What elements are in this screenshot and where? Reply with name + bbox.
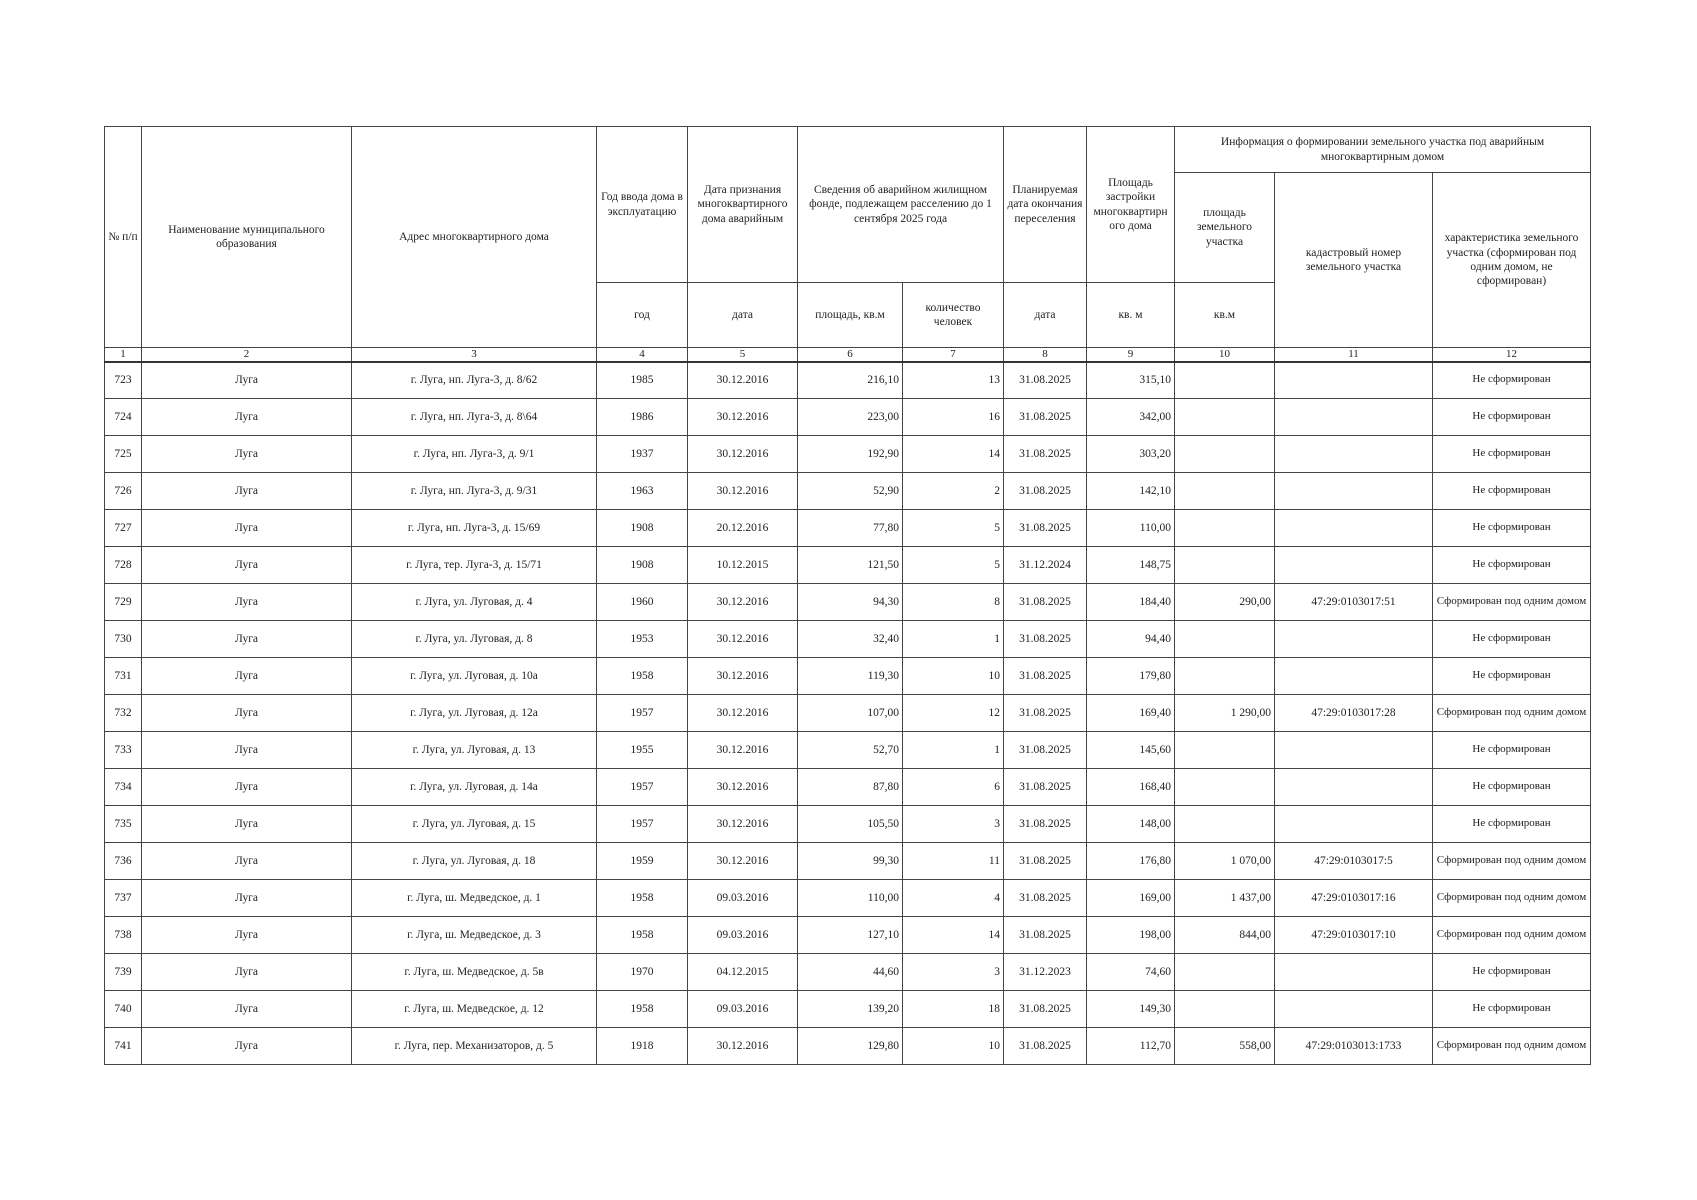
recognition-date-cell: 09.03.2016 (688, 917, 798, 954)
header-cadastral: кадастровый номер земельного участка (1275, 173, 1433, 348)
cadastral-cell (1275, 547, 1433, 584)
build-area-cell: 148,00 (1087, 806, 1175, 843)
address-cell: г. Луга, ул. Луговая, д. 15 (352, 806, 597, 843)
recognition-date-cell: 30.12.2016 (688, 695, 798, 732)
cadastral-cell (1275, 658, 1433, 695)
row-number: 738 (105, 917, 142, 954)
area-cell: 94,30 (798, 584, 903, 621)
land-area-cell: 844,00 (1175, 917, 1275, 954)
build-area-cell: 198,00 (1087, 917, 1175, 954)
address-cell: г. Луга, ул. Луговая, д. 14а (352, 769, 597, 806)
build-area-cell: 303,20 (1087, 436, 1175, 473)
planned-date-cell: 31.08.2025 (1004, 436, 1087, 473)
land-char-cell: Не сформирован (1433, 658, 1591, 695)
land-char-cell: Не сформирован (1433, 510, 1591, 547)
table-row (105, 843, 1591, 880)
unit-people: количество человек (903, 283, 1004, 348)
address-cell: г. Луга, ул. Луговая, д. 4 (352, 584, 597, 621)
land-area-cell: 1 070,00 (1175, 843, 1275, 880)
land-area-cell (1175, 732, 1275, 769)
land-char-cell: Не сформирован (1433, 436, 1591, 473)
header-planned-date: Планируемая дата окончания переселения (1004, 127, 1087, 283)
header-municipality: Наименование муниципального образования (142, 127, 352, 348)
land-area-cell (1175, 954, 1275, 991)
build-area-cell: 184,40 (1087, 584, 1175, 621)
people-cell: 16 (903, 399, 1004, 436)
row-number: 730 (105, 621, 142, 658)
municipality-cell: Луга (142, 584, 352, 621)
planned-date-cell: 31.08.2025 (1004, 732, 1087, 769)
people-cell: 1 (903, 732, 1004, 769)
land-area-cell (1175, 473, 1275, 510)
land-char-cell: Не сформирован (1433, 362, 1591, 399)
planned-date-cell: 31.08.2025 (1004, 399, 1087, 436)
municipality-cell: Луга (142, 732, 352, 769)
planned-date-cell: 31.08.2025 (1004, 843, 1087, 880)
column-number-row (105, 348, 1591, 362)
column-number: 7 (903, 348, 1004, 362)
land-char-cell: Не сформирован (1433, 399, 1591, 436)
area-cell: 52,70 (798, 732, 903, 769)
header-land-area: площадь земельного участка (1175, 173, 1275, 283)
recognition-date-cell: 30.12.2016 (688, 769, 798, 806)
planned-date-cell: 31.08.2025 (1004, 473, 1087, 510)
land-area-cell (1175, 362, 1275, 399)
year-cell: 1957 (597, 769, 688, 806)
column-number: 1 (105, 348, 142, 362)
address-cell: г. Луга, нп. Луга-3, д. 8/62 (352, 362, 597, 399)
build-area-cell: 94,40 (1087, 621, 1175, 658)
column-number: 5 (688, 348, 798, 362)
column-number: 10 (1175, 348, 1275, 362)
cadastral-cell (1275, 769, 1433, 806)
header-year: Год ввода дома в эксплуатацию (597, 127, 688, 283)
address-cell: г. Луга, ул. Луговая, д. 10а (352, 658, 597, 695)
recognition-date-cell: 10.12.2015 (688, 547, 798, 584)
address-cell: г. Луга, нп. Луга-3, д. 9/1 (352, 436, 597, 473)
planned-date-cell: 31.08.2025 (1004, 658, 1087, 695)
area-cell: 119,30 (798, 658, 903, 695)
cadastral-cell (1275, 732, 1433, 769)
planned-date-cell: 31.08.2025 (1004, 584, 1087, 621)
table-row (105, 547, 1591, 584)
table-row (105, 695, 1591, 732)
year-cell: 1957 (597, 695, 688, 732)
address-cell: г. Луга, ш. Медведское, д. 3 (352, 917, 597, 954)
municipality-cell: Луга (142, 880, 352, 917)
address-cell: г. Луга, нп. Луга-3, д. 15/69 (352, 510, 597, 547)
recognition-date-cell: 09.03.2016 (688, 880, 798, 917)
people-cell: 14 (903, 917, 1004, 954)
people-cell: 6 (903, 769, 1004, 806)
year-cell: 1908 (597, 547, 688, 584)
year-cell: 1918 (597, 1028, 688, 1065)
row-number: 729 (105, 584, 142, 621)
recognition-date-cell: 30.12.2016 (688, 362, 798, 399)
row-number: 736 (105, 843, 142, 880)
column-number: 12 (1433, 348, 1591, 362)
people-cell: 10 (903, 1028, 1004, 1065)
column-number: 8 (1004, 348, 1087, 362)
table-row (105, 621, 1591, 658)
header-fund: Сведения об аварийном жилищном фонде, подлежащем расселению до 1 сентября 2025 года (798, 127, 1004, 283)
area-cell: 110,00 (798, 880, 903, 917)
planned-date-cell: 31.08.2025 (1004, 695, 1087, 732)
header-land-char: характеристика земельного участка (сформирован под одним домом, не сформирован) (1433, 173, 1591, 348)
address-cell: г. Луга, пер. Механизаторов, д. 5 (352, 1028, 597, 1065)
municipality-cell: Луга (142, 843, 352, 880)
area-cell: 44,60 (798, 954, 903, 991)
column-number: 9 (1087, 348, 1175, 362)
land-area-cell (1175, 621, 1275, 658)
municipality-cell: Луга (142, 436, 352, 473)
year-cell: 1908 (597, 510, 688, 547)
table-row (105, 473, 1591, 510)
build-area-cell: 148,75 (1087, 547, 1175, 584)
planned-date-cell: 31.08.2025 (1004, 769, 1087, 806)
row-number: 735 (105, 806, 142, 843)
cadastral-cell: 47:29:0103017:51 (1275, 584, 1433, 621)
land-char-cell: Сформирован под одним домом (1433, 1028, 1591, 1065)
recognition-date-cell: 30.12.2016 (688, 621, 798, 658)
unit-date: дата (688, 283, 798, 348)
table-row (105, 732, 1591, 769)
address-cell: г. Луга, ш. Медведское, д. 5в (352, 954, 597, 991)
land-area-cell: 1 290,00 (1175, 695, 1275, 732)
build-area-cell: 145,60 (1087, 732, 1175, 769)
year-cell: 1958 (597, 917, 688, 954)
land-area-cell: 1 437,00 (1175, 880, 1275, 917)
municipality-cell: Луга (142, 547, 352, 584)
land-char-cell: Сформирован под одним домом (1433, 917, 1591, 954)
row-number: 737 (105, 880, 142, 917)
land-char-cell: Не сформирован (1433, 732, 1591, 769)
recognition-date-cell: 30.12.2016 (688, 732, 798, 769)
planned-date-cell: 31.08.2025 (1004, 991, 1087, 1028)
recognition-date-cell: 04.12.2015 (688, 954, 798, 991)
address-cell: г. Луга, ул. Луговая, д. 12а (352, 695, 597, 732)
year-cell: 1960 (597, 584, 688, 621)
land-area-cell (1175, 658, 1275, 695)
people-cell: 13 (903, 362, 1004, 399)
land-char-cell: Не сформирован (1433, 621, 1591, 658)
build-area-cell: 179,80 (1087, 658, 1175, 695)
land-area-cell: 558,00 (1175, 1028, 1275, 1065)
area-cell: 107,00 (798, 695, 903, 732)
land-area-cell (1175, 510, 1275, 547)
year-cell: 1955 (597, 732, 688, 769)
municipality-cell: Луга (142, 473, 352, 510)
table-row (105, 584, 1591, 621)
area-cell: 127,10 (798, 917, 903, 954)
year-cell: 1958 (597, 658, 688, 695)
land-char-cell: Сформирован под одним домом (1433, 880, 1591, 917)
header-num: № п/п (105, 127, 142, 348)
row-number: 724 (105, 399, 142, 436)
row-number: 733 (105, 732, 142, 769)
build-area-cell: 142,10 (1087, 473, 1175, 510)
address-cell: г. Луга, ул. Луговая, д. 8 (352, 621, 597, 658)
cadastral-cell (1275, 362, 1433, 399)
column-number: 4 (597, 348, 688, 362)
table-row (105, 991, 1591, 1028)
recognition-date-cell: 30.12.2016 (688, 658, 798, 695)
area-cell: 121,50 (798, 547, 903, 584)
header-build-area: Площадь застройки многоквартирн ого дома (1087, 127, 1175, 283)
year-cell: 1953 (597, 621, 688, 658)
area-cell: 77,80 (798, 510, 903, 547)
year-cell: 1985 (597, 362, 688, 399)
build-area-cell: 149,30 (1087, 991, 1175, 1028)
area-cell: 216,10 (798, 362, 903, 399)
municipality-cell: Луга (142, 917, 352, 954)
land-char-cell: Не сформирован (1433, 954, 1591, 991)
land-char-cell: Сформирован под одним домом (1433, 695, 1591, 732)
year-cell: 1959 (597, 843, 688, 880)
cadastral-cell: 47:29:0103013:1733 (1275, 1028, 1433, 1065)
year-cell: 1963 (597, 473, 688, 510)
row-number: 732 (105, 695, 142, 732)
people-cell: 8 (903, 584, 1004, 621)
area-cell: 192,90 (798, 436, 903, 473)
build-area-cell: 74,60 (1087, 954, 1175, 991)
recognition-date-cell: 30.12.2016 (688, 584, 798, 621)
people-cell: 3 (903, 954, 1004, 991)
land-area-cell: 290,00 (1175, 584, 1275, 621)
unit-land-area: кв.м (1175, 283, 1275, 348)
cadastral-cell (1275, 954, 1433, 991)
land-area-cell (1175, 769, 1275, 806)
build-area-cell: 168,40 (1087, 769, 1175, 806)
planned-date-cell: 31.12.2023 (1004, 954, 1087, 991)
people-cell: 11 (903, 843, 1004, 880)
address-cell: г. Луга, нп. Луга-3, д. 8\64 (352, 399, 597, 436)
land-area-cell (1175, 547, 1275, 584)
area-cell: 129,80 (798, 1028, 903, 1065)
table-row (105, 806, 1591, 843)
table-row (105, 880, 1591, 917)
land-area-cell (1175, 399, 1275, 436)
build-area-cell: 315,10 (1087, 362, 1175, 399)
area-cell: 87,80 (798, 769, 903, 806)
table-row (105, 769, 1591, 806)
land-char-cell: Не сформирован (1433, 547, 1591, 584)
table-row (105, 399, 1591, 436)
build-area-cell: 112,70 (1087, 1028, 1175, 1065)
planned-date-cell: 31.08.2025 (1004, 880, 1087, 917)
municipality-cell: Луга (142, 695, 352, 732)
municipality-cell: Луга (142, 658, 352, 695)
emergency-housing-table (104, 126, 1591, 1065)
address-cell: г. Луга, ш. Медведское, д. 12 (352, 991, 597, 1028)
people-cell: 3 (903, 806, 1004, 843)
build-area-cell: 342,00 (1087, 399, 1175, 436)
recognition-date-cell: 30.12.2016 (688, 1028, 798, 1065)
header-recognition-date: Дата признания многоквартирного дома аварийным (688, 127, 798, 283)
area-cell: 52,90 (798, 473, 903, 510)
address-cell: г. Луга, тер. Луга-3, д. 15/71 (352, 547, 597, 584)
row-number: 725 (105, 436, 142, 473)
land-char-cell: Не сформирован (1433, 473, 1591, 510)
header-land-info: Информация о формировании земельного участка под аварийным многоквартирным домом (1175, 127, 1591, 173)
land-char-cell: Не сформирован (1433, 806, 1591, 843)
unit-planned-date: дата (1004, 283, 1087, 348)
cadastral-cell (1275, 806, 1433, 843)
row-number: 723 (105, 362, 142, 399)
recognition-date-cell: 30.12.2016 (688, 436, 798, 473)
table-row (105, 954, 1591, 991)
row-number: 731 (105, 658, 142, 695)
year-cell: 1958 (597, 880, 688, 917)
land-char-cell: Сформирован под одним домом (1433, 584, 1591, 621)
municipality-cell: Луга (142, 1028, 352, 1065)
area-cell: 223,00 (798, 399, 903, 436)
table-row (105, 436, 1591, 473)
land-area-cell (1175, 436, 1275, 473)
address-cell: г. Луга, ш. Медведское, д. 1 (352, 880, 597, 917)
recognition-date-cell: 30.12.2016 (688, 843, 798, 880)
unit-year: год (597, 283, 688, 348)
table-body (105, 362, 1591, 1065)
area-cell: 105,50 (798, 806, 903, 843)
row-number: 726 (105, 473, 142, 510)
year-cell: 1970 (597, 954, 688, 991)
municipality-cell: Луга (142, 399, 352, 436)
area-cell: 139,20 (798, 991, 903, 1028)
recognition-date-cell: 30.12.2016 (688, 473, 798, 510)
build-area-cell: 169,00 (1087, 880, 1175, 917)
people-cell: 14 (903, 436, 1004, 473)
cadastral-cell: 47:29:0103017:28 (1275, 695, 1433, 732)
table-row (105, 1028, 1591, 1065)
municipality-cell: Луга (142, 991, 352, 1028)
row-number: 728 (105, 547, 142, 584)
recognition-date-cell: 20.12.2016 (688, 510, 798, 547)
planned-date-cell: 31.08.2025 (1004, 362, 1087, 399)
people-cell: 1 (903, 621, 1004, 658)
address-cell: г. Луга, ул. Луговая, д. 13 (352, 732, 597, 769)
area-cell: 32,40 (798, 621, 903, 658)
cadastral-cell (1275, 621, 1433, 658)
land-char-cell: Не сформирован (1433, 991, 1591, 1028)
cadastral-cell (1275, 510, 1433, 547)
address-cell: г. Луга, ул. Луговая, д. 18 (352, 843, 597, 880)
people-cell: 4 (903, 880, 1004, 917)
land-char-cell: Не сформирован (1433, 769, 1591, 806)
cadastral-cell (1275, 473, 1433, 510)
cadastral-cell (1275, 991, 1433, 1028)
row-number: 740 (105, 991, 142, 1028)
land-area-cell (1175, 806, 1275, 843)
people-cell: 12 (903, 695, 1004, 732)
unit-area: площадь, кв.м (798, 283, 903, 348)
unit-build-area: кв. м (1087, 283, 1175, 348)
header-address: Адрес многоквартирного дома (352, 127, 597, 348)
cadastral-cell: 47:29:0103017:10 (1275, 917, 1433, 954)
year-cell: 1986 (597, 399, 688, 436)
row-number: 727 (105, 510, 142, 547)
recognition-date-cell: 30.12.2016 (688, 399, 798, 436)
municipality-cell: Луга (142, 806, 352, 843)
planned-date-cell: 31.12.2024 (1004, 547, 1087, 584)
recognition-date-cell: 30.12.2016 (688, 806, 798, 843)
address-cell: г. Луга, нп. Луга-3, д. 9/31 (352, 473, 597, 510)
area-cell: 99,30 (798, 843, 903, 880)
recognition-date-cell: 09.03.2016 (688, 991, 798, 1028)
table-row (105, 362, 1591, 399)
people-cell: 5 (903, 510, 1004, 547)
municipality-cell: Луга (142, 621, 352, 658)
table-row (105, 917, 1591, 954)
cadastral-cell (1275, 399, 1433, 436)
municipality-cell: Луга (142, 362, 352, 399)
year-cell: 1958 (597, 991, 688, 1028)
column-number: 2 (142, 348, 352, 362)
municipality-cell: Луга (142, 769, 352, 806)
row-number: 741 (105, 1028, 142, 1065)
land-char-cell: Сформирован под одним домом (1433, 843, 1591, 880)
cadastral-cell: 47:29:0103017:5 (1275, 843, 1433, 880)
municipality-cell: Луга (142, 954, 352, 991)
planned-date-cell: 31.08.2025 (1004, 806, 1087, 843)
build-area-cell: 110,00 (1087, 510, 1175, 547)
year-cell: 1957 (597, 806, 688, 843)
cadastral-cell (1275, 436, 1433, 473)
planned-date-cell: 31.08.2025 (1004, 621, 1087, 658)
row-number: 739 (105, 954, 142, 991)
column-number: 3 (352, 348, 597, 362)
table-row (105, 658, 1591, 695)
build-area-cell: 176,80 (1087, 843, 1175, 880)
municipality-cell: Луга (142, 510, 352, 547)
build-area-cell: 169,40 (1087, 695, 1175, 732)
planned-date-cell: 31.08.2025 (1004, 1028, 1087, 1065)
column-number: 6 (798, 348, 903, 362)
planned-date-cell: 31.08.2025 (1004, 510, 1087, 547)
year-cell: 1937 (597, 436, 688, 473)
column-number: 11 (1275, 348, 1433, 362)
land-area-cell (1175, 991, 1275, 1028)
row-number: 734 (105, 769, 142, 806)
planned-date-cell: 31.08.2025 (1004, 917, 1087, 954)
people-cell: 2 (903, 473, 1004, 510)
table-row (105, 510, 1591, 547)
people-cell: 18 (903, 991, 1004, 1028)
people-cell: 5 (903, 547, 1004, 584)
cadastral-cell: 47:29:0103017:16 (1275, 880, 1433, 917)
people-cell: 10 (903, 658, 1004, 695)
